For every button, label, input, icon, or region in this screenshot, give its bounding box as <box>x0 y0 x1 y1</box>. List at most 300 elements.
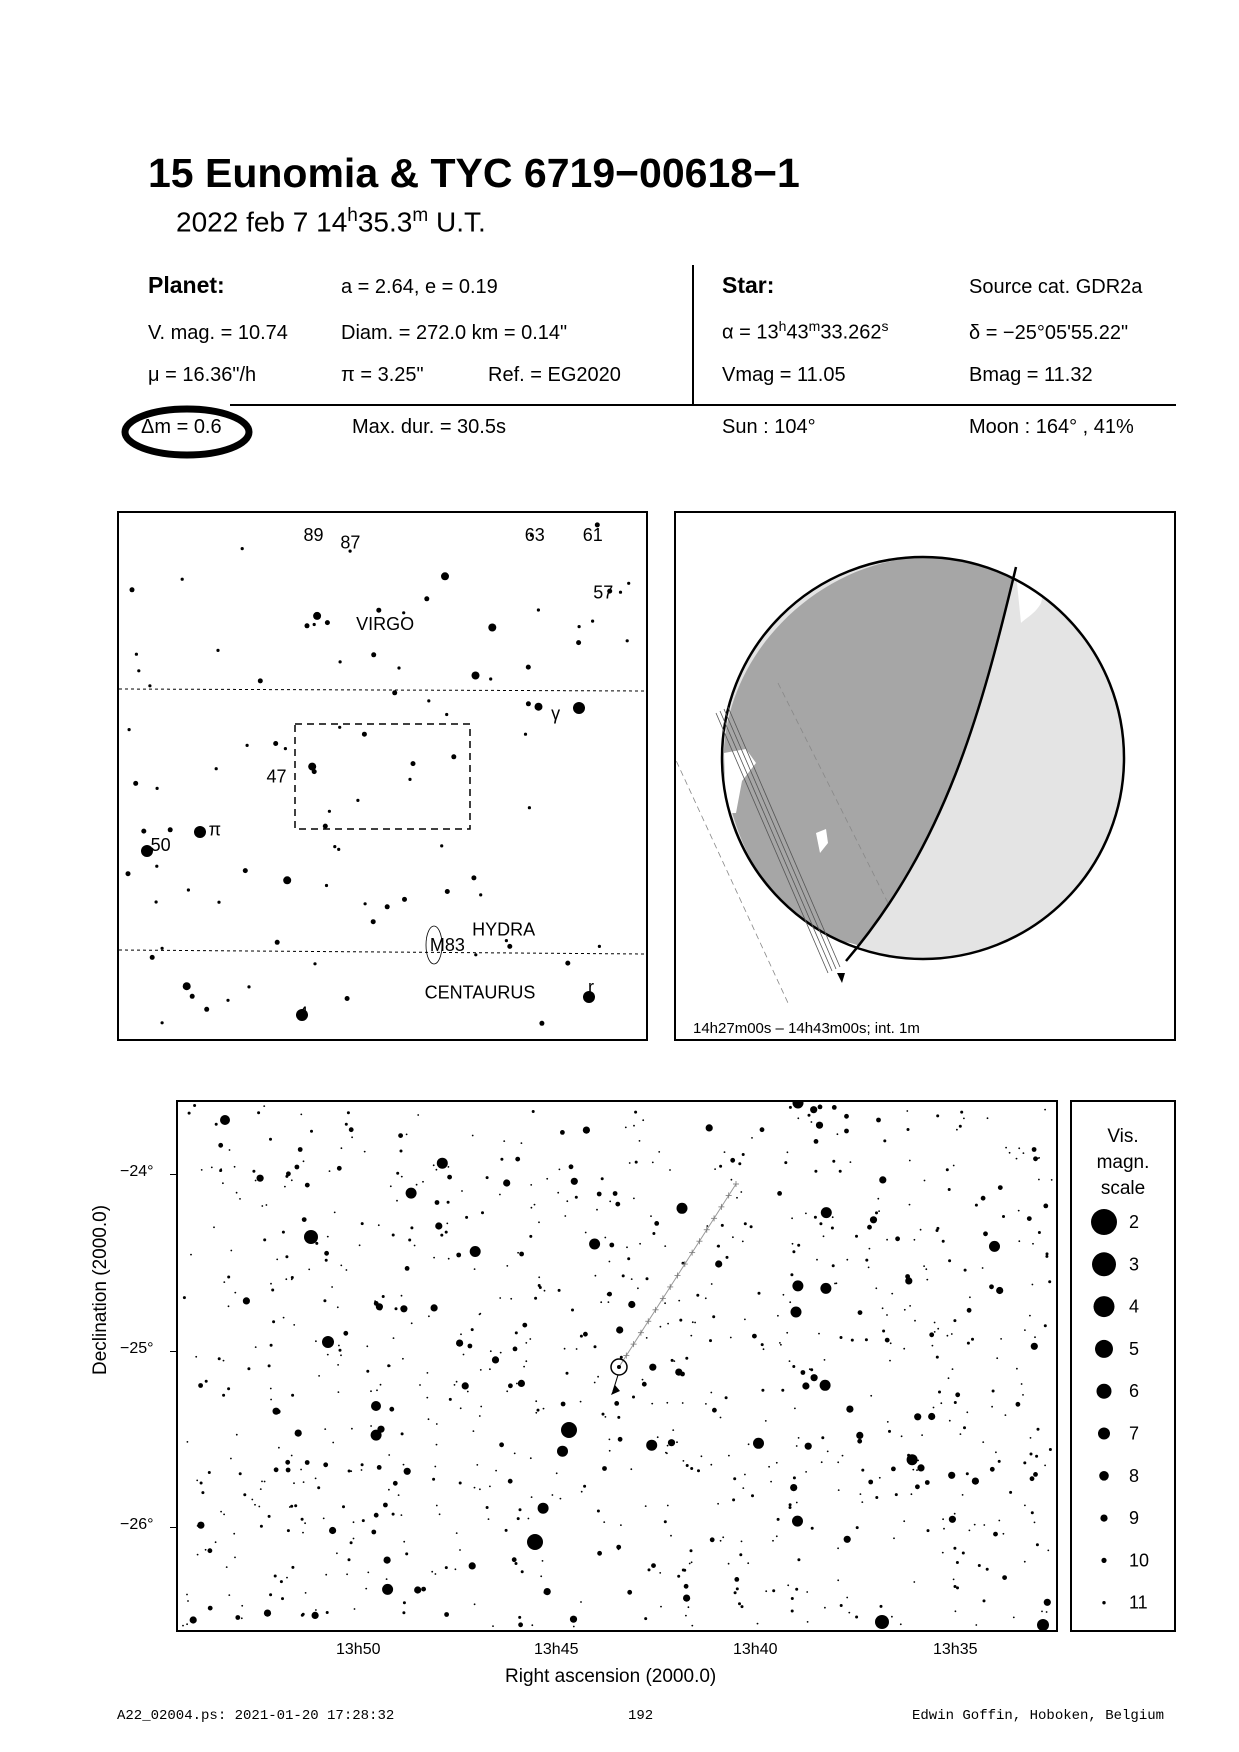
chart-star <box>431 1304 438 1311</box>
chart-star <box>949 1420 951 1422</box>
chart-star <box>480 1369 482 1371</box>
finder-star <box>148 684 151 687</box>
magnitude-label: 2 <box>1129 1212 1140 1232</box>
chart-star <box>701 1455 703 1457</box>
chart-star <box>439 1513 441 1515</box>
chart-star <box>354 1608 356 1610</box>
chart-star <box>861 1469 864 1472</box>
chart-star <box>720 1540 722 1542</box>
chart-star <box>544 1588 551 1595</box>
finder-star <box>217 901 220 904</box>
chart-star <box>1030 1437 1032 1439</box>
finder-star <box>539 1021 544 1026</box>
chart-star <box>712 1315 715 1318</box>
chart-star <box>714 1168 716 1170</box>
chart-star <box>836 1282 838 1284</box>
chart-star <box>916 1469 918 1471</box>
finder-label: HYDRA <box>472 919 536 940</box>
chart-star <box>810 1368 813 1371</box>
chart-star <box>196 1480 198 1482</box>
chart-star <box>583 1332 588 1337</box>
finder-chart-canvas <box>119 513 646 1039</box>
chart-star <box>987 1117 989 1119</box>
chart-star <box>187 1600 189 1602</box>
finder-label: 47 <box>266 766 287 787</box>
chart-star <box>824 1607 826 1609</box>
chart-star <box>725 1396 728 1399</box>
chart-star <box>447 1175 452 1180</box>
chart-star <box>201 1491 204 1494</box>
chart-star <box>474 1487 476 1489</box>
chart-star <box>600 1301 602 1303</box>
chart-star <box>936 1229 939 1232</box>
chart-star <box>293 1482 295 1484</box>
chart-star <box>842 1455 844 1457</box>
chart-star <box>948 1188 951 1191</box>
finder-label: 63 <box>524 524 545 545</box>
chart-star <box>479 1314 481 1316</box>
chart-star <box>696 1294 699 1297</box>
chart-star <box>341 1147 343 1149</box>
chart-star <box>709 1339 712 1342</box>
chart-star <box>359 1244 361 1246</box>
chart-star <box>1030 1453 1033 1456</box>
chart-star <box>213 1226 215 1228</box>
finder-star <box>345 996 350 1001</box>
chart-star <box>658 1151 660 1153</box>
chart-star <box>819 1222 822 1225</box>
chart-star <box>234 1292 236 1294</box>
chart-star <box>882 1330 885 1333</box>
chart-star <box>382 1584 393 1595</box>
chart-star <box>445 1566 448 1569</box>
chart-star <box>392 1513 395 1516</box>
chart-star <box>290 1505 293 1508</box>
chart-star <box>978 1564 981 1567</box>
chart-star <box>792 1516 803 1527</box>
magnitude-symbol <box>1095 1340 1113 1358</box>
max-duration: Max. dur. = 30.5s <box>352 416 506 438</box>
chart-star <box>857 1439 862 1444</box>
chart-star <box>252 1170 255 1173</box>
finder-star <box>479 893 482 896</box>
chart-star <box>620 1356 623 1359</box>
finder-chart <box>117 511 648 1041</box>
chart-star <box>282 1231 285 1234</box>
chart-star <box>626 1246 628 1248</box>
chart-star <box>664 1245 666 1247</box>
chart-star <box>865 1338 868 1341</box>
chart-star <box>805 1471 807 1473</box>
chart-star <box>967 1308 972 1313</box>
chart-star <box>323 1462 328 1467</box>
chart-star <box>868 1480 873 1485</box>
chart-star <box>499 1297 501 1299</box>
chart-star <box>1009 1152 1011 1154</box>
chart-star <box>377 1426 384 1433</box>
chart-star <box>787 1151 789 1153</box>
chart-star <box>337 1166 342 1171</box>
chart-star <box>1031 1343 1038 1350</box>
chart-star <box>323 1518 325 1520</box>
chart-star <box>343 1331 348 1336</box>
chart-star <box>734 1591 737 1594</box>
chart-star <box>765 1420 767 1422</box>
chart-star <box>795 1588 798 1591</box>
magnitude-symbol <box>1101 1558 1106 1563</box>
finder-star <box>323 824 328 829</box>
finder-star <box>190 994 195 999</box>
chart-star <box>936 1356 939 1359</box>
chart-star <box>792 1250 795 1253</box>
chart-star <box>838 1489 840 1491</box>
chart-star <box>667 1505 669 1507</box>
chart-star <box>710 1537 715 1542</box>
chart-star <box>518 1380 525 1387</box>
chart-star <box>933 1407 935 1409</box>
chart-star <box>1037 1158 1039 1160</box>
chart-star <box>542 1560 544 1562</box>
chart-star <box>956 1561 959 1564</box>
chart-star <box>597 1376 599 1378</box>
chart-star <box>463 1354 465 1356</box>
finder-star <box>489 677 492 680</box>
star-heading: Star: <box>722 272 775 298</box>
chart-star <box>538 1221 540 1223</box>
magnitude-symbol <box>1099 1471 1109 1481</box>
chart-star <box>796 1445 798 1447</box>
chart-star <box>571 1309 574 1312</box>
chart-star <box>571 1178 578 1185</box>
chart-star <box>622 1274 625 1277</box>
chart-star <box>364 1151 366 1153</box>
chart-star <box>738 1162 741 1165</box>
planet-vmag: V. mag. = 10.74 <box>148 322 288 344</box>
chart-star <box>236 1434 238 1436</box>
ra-tick-1345: 13h45 <box>534 1641 579 1658</box>
chart-star <box>323 1299 326 1302</box>
chart-star <box>649 1364 656 1371</box>
chart-star <box>257 1111 260 1114</box>
finder-star <box>364 902 367 905</box>
chart-star <box>474 1603 476 1605</box>
finder-label: 87 <box>340 532 361 553</box>
magnitude-scale <box>1070 1100 1176 1632</box>
chart-star <box>432 1478 435 1481</box>
chart-star <box>208 1548 213 1553</box>
chart-star <box>887 1421 889 1423</box>
finder-star <box>371 652 376 657</box>
chart-star <box>942 1552 944 1554</box>
chart-star <box>227 1276 230 1279</box>
chart-star <box>686 1464 689 1467</box>
chart-star <box>607 1292 612 1297</box>
chart-star <box>362 1519 365 1522</box>
chart-star <box>436 1505 438 1507</box>
chart-star <box>789 1503 792 1506</box>
finder-star <box>226 999 229 1002</box>
finder-star <box>150 955 155 960</box>
chart-star <box>388 1454 390 1456</box>
chart-star <box>289 1506 291 1508</box>
chart-star <box>609 1243 614 1248</box>
chart-star <box>531 1496 533 1498</box>
chart-star <box>605 1416 607 1418</box>
chart-star <box>556 1472 558 1474</box>
planet-orbit: a = 2.64, e = 0.19 <box>341 276 498 298</box>
chart-star <box>855 1235 858 1238</box>
chart-star <box>401 1514 403 1516</box>
event-datetime: 2022 feb 7 14$^h$35.3$^m$ U.T. <box>176 205 486 238</box>
chart-star <box>777 1191 782 1196</box>
chart-star <box>583 1485 586 1488</box>
chart-star <box>260 1525 263 1528</box>
finder-star <box>598 945 601 948</box>
chart-star <box>513 1347 518 1352</box>
chart-star <box>846 1597 848 1599</box>
finder-star <box>137 669 140 672</box>
chart-star <box>770 1481 772 1483</box>
chart-star <box>990 1467 995 1472</box>
chart-star <box>1034 1336 1036 1338</box>
chart-star <box>270 1388 272 1390</box>
chart-star <box>414 1245 416 1247</box>
chart-star <box>954 1513 956 1515</box>
chart-star <box>731 1179 733 1181</box>
finder-label: π <box>208 819 222 840</box>
chart-star <box>428 1418 430 1420</box>
chart-star <box>476 1464 478 1466</box>
chart-star <box>506 1265 508 1267</box>
chart-star <box>546 1178 548 1180</box>
chart-star <box>255 1346 257 1348</box>
chart-star <box>633 1198 635 1200</box>
chart-star <box>510 1298 512 1300</box>
chart-star <box>954 1585 957 1588</box>
chart-star <box>790 1273 793 1276</box>
chart-star <box>291 1279 293 1281</box>
chart-star <box>934 1331 936 1333</box>
chart-star <box>398 1133 403 1138</box>
chart-star <box>597 1192 602 1197</box>
event-title: 15 Eunomia & TYC 6719−00618−1 <box>148 150 800 196</box>
magnitude-label: 3 <box>1129 1254 1140 1275</box>
finder-star <box>161 947 164 950</box>
chart-star <box>974 1524 976 1526</box>
chart-star <box>495 1470 497 1472</box>
chart-star <box>448 1258 450 1260</box>
chart-star <box>365 1588 367 1590</box>
chart-star <box>796 1502 798 1504</box>
finder-star <box>155 865 158 868</box>
chart-star <box>877 1198 879 1200</box>
chart-star <box>492 1625 494 1627</box>
chart-star <box>215 1123 218 1126</box>
chart-star <box>660 1606 662 1608</box>
chart-star <box>942 1518 944 1520</box>
chart-star <box>909 1160 911 1162</box>
chart-star <box>940 1402 942 1404</box>
chart-star <box>685 1357 688 1360</box>
chart-star <box>732 1236 734 1238</box>
chart-star <box>188 1112 191 1115</box>
chart-star <box>529 1235 532 1238</box>
chart-star <box>1022 1394 1024 1396</box>
chart-star <box>882 1307 884 1309</box>
footer-author: Edwin Goffin, Hoboken, Belgium <box>912 1708 1165 1724</box>
chart-star <box>706 1225 708 1227</box>
chart-star <box>652 1232 655 1235</box>
chart-star <box>753 1438 764 1449</box>
chart-star <box>517 1252 519 1254</box>
chart-star <box>506 1390 508 1392</box>
chart-star <box>772 1589 775 1592</box>
x-axis-label: Right ascension (2000.0) <box>505 1666 717 1687</box>
finder-star <box>247 985 250 988</box>
chart-star <box>271 1289 274 1292</box>
chart-star <box>867 1225 872 1230</box>
finder-star <box>411 761 416 766</box>
finder-star <box>576 640 581 645</box>
chart-star <box>400 1150 403 1153</box>
chart-star <box>903 1520 905 1522</box>
chart-star <box>886 1314 888 1316</box>
finder-star <box>392 690 397 695</box>
finder-star <box>243 868 248 873</box>
finder-star <box>471 875 476 880</box>
chart-star <box>878 1210 880 1212</box>
chart-star <box>986 1568 989 1571</box>
chart-star <box>883 1139 886 1142</box>
chart-star <box>447 1201 450 1204</box>
chart-star <box>435 1222 442 1229</box>
chart-star <box>594 1345 597 1348</box>
chart-star <box>851 1339 854 1342</box>
chart-star <box>850 1161 852 1163</box>
chart-bright-star <box>791 1307 802 1318</box>
chart-star <box>630 1468 632 1470</box>
chart-star <box>1047 1550 1049 1552</box>
chart-star <box>532 1110 535 1113</box>
chart-star <box>821 1207 832 1218</box>
chart-star <box>366 1370 369 1373</box>
delta-magnitude: Δm = 0.6 <box>141 416 222 438</box>
chart-star <box>243 1493 246 1496</box>
finder-label: VIRGO <box>356 614 415 635</box>
chart-star <box>361 1222 364 1225</box>
chart-star <box>331 1286 333 1288</box>
chart-star <box>924 1180 926 1182</box>
chart-star <box>880 1605 883 1608</box>
chart-star <box>875 1211 878 1214</box>
chart-star <box>580 1601 582 1603</box>
planet-parallax: π = 3.25" <box>341 364 424 386</box>
chart-star <box>276 1259 278 1261</box>
chart-star <box>925 1268 927 1270</box>
chart-star <box>486 1176 489 1179</box>
chart-star <box>302 1217 307 1222</box>
chart-star <box>560 1498 562 1500</box>
chart-star <box>983 1599 986 1602</box>
chart-star <box>270 1344 273 1347</box>
finder-star <box>408 778 411 781</box>
chart-star <box>315 1242 318 1245</box>
chart-star <box>492 1356 499 1363</box>
chart-star <box>885 1338 890 1343</box>
chart-star <box>964 1269 967 1272</box>
chart-star <box>1005 1414 1007 1416</box>
chart-star <box>721 1224 724 1227</box>
y-axis-label: Declination (2000.0) <box>90 1204 111 1376</box>
chart-star <box>499 1194 501 1196</box>
chart-star <box>261 1481 263 1483</box>
chart-star <box>465 1216 468 1219</box>
chart-star <box>951 1333 953 1335</box>
chart-star <box>205 1380 208 1383</box>
chart-star <box>459 1482 462 1485</box>
chart-star <box>993 1532 998 1537</box>
chart-star <box>1032 1243 1034 1245</box>
chart-star <box>705 1297 707 1299</box>
chart-star <box>875 1496 878 1499</box>
chart-star <box>416 1184 418 1186</box>
chart-star <box>327 1236 329 1238</box>
chart-star <box>428 1315 430 1317</box>
chart-star <box>846 1259 848 1261</box>
chart-star <box>417 1114 419 1116</box>
planet-heading: Planet: <box>148 272 225 298</box>
chart-star <box>247 1367 250 1370</box>
chart-star <box>559 1169 561 1171</box>
chart-star <box>807 1621 809 1623</box>
chart-star <box>208 1471 211 1474</box>
chart-star <box>186 1623 188 1625</box>
chart-bright-star <box>304 1230 318 1244</box>
chart-star <box>342 1505 345 1508</box>
magnitude-label: 11 <box>1129 1592 1148 1613</box>
chart-star <box>868 1267 870 1269</box>
magnitude-label: 4 <box>1129 1296 1140 1317</box>
chart-star <box>998 1460 1001 1463</box>
chart-star <box>975 1204 978 1207</box>
chart-star <box>304 1522 306 1524</box>
chart-star <box>353 1538 355 1540</box>
star-declination: δ = −25°05'55.22" <box>969 322 1129 344</box>
chart-star <box>187 1441 189 1443</box>
chart-star <box>401 1176 403 1178</box>
chart-star <box>346 1573 348 1575</box>
chart-star <box>229 1149 231 1151</box>
chart-star <box>967 1342 970 1345</box>
chart-star <box>1045 1255 1048 1258</box>
chart-star <box>677 1575 680 1578</box>
chart-star <box>948 1259 951 1262</box>
chart-star <box>691 1561 693 1563</box>
chart-star <box>308 1269 310 1271</box>
chart-star <box>530 1184 532 1186</box>
chart-star <box>377 1465 382 1470</box>
chart-star <box>291 1394 294 1397</box>
chart-star <box>844 1536 851 1543</box>
chart-star <box>806 1591 808 1593</box>
chart-star <box>220 1511 222 1513</box>
chart-star <box>530 1457 532 1459</box>
chart-star <box>382 1295 385 1298</box>
chart-star <box>233 1533 235 1535</box>
chart-star <box>589 1239 600 1250</box>
chart-star <box>960 1433 962 1435</box>
chart-star <box>183 1296 186 1299</box>
